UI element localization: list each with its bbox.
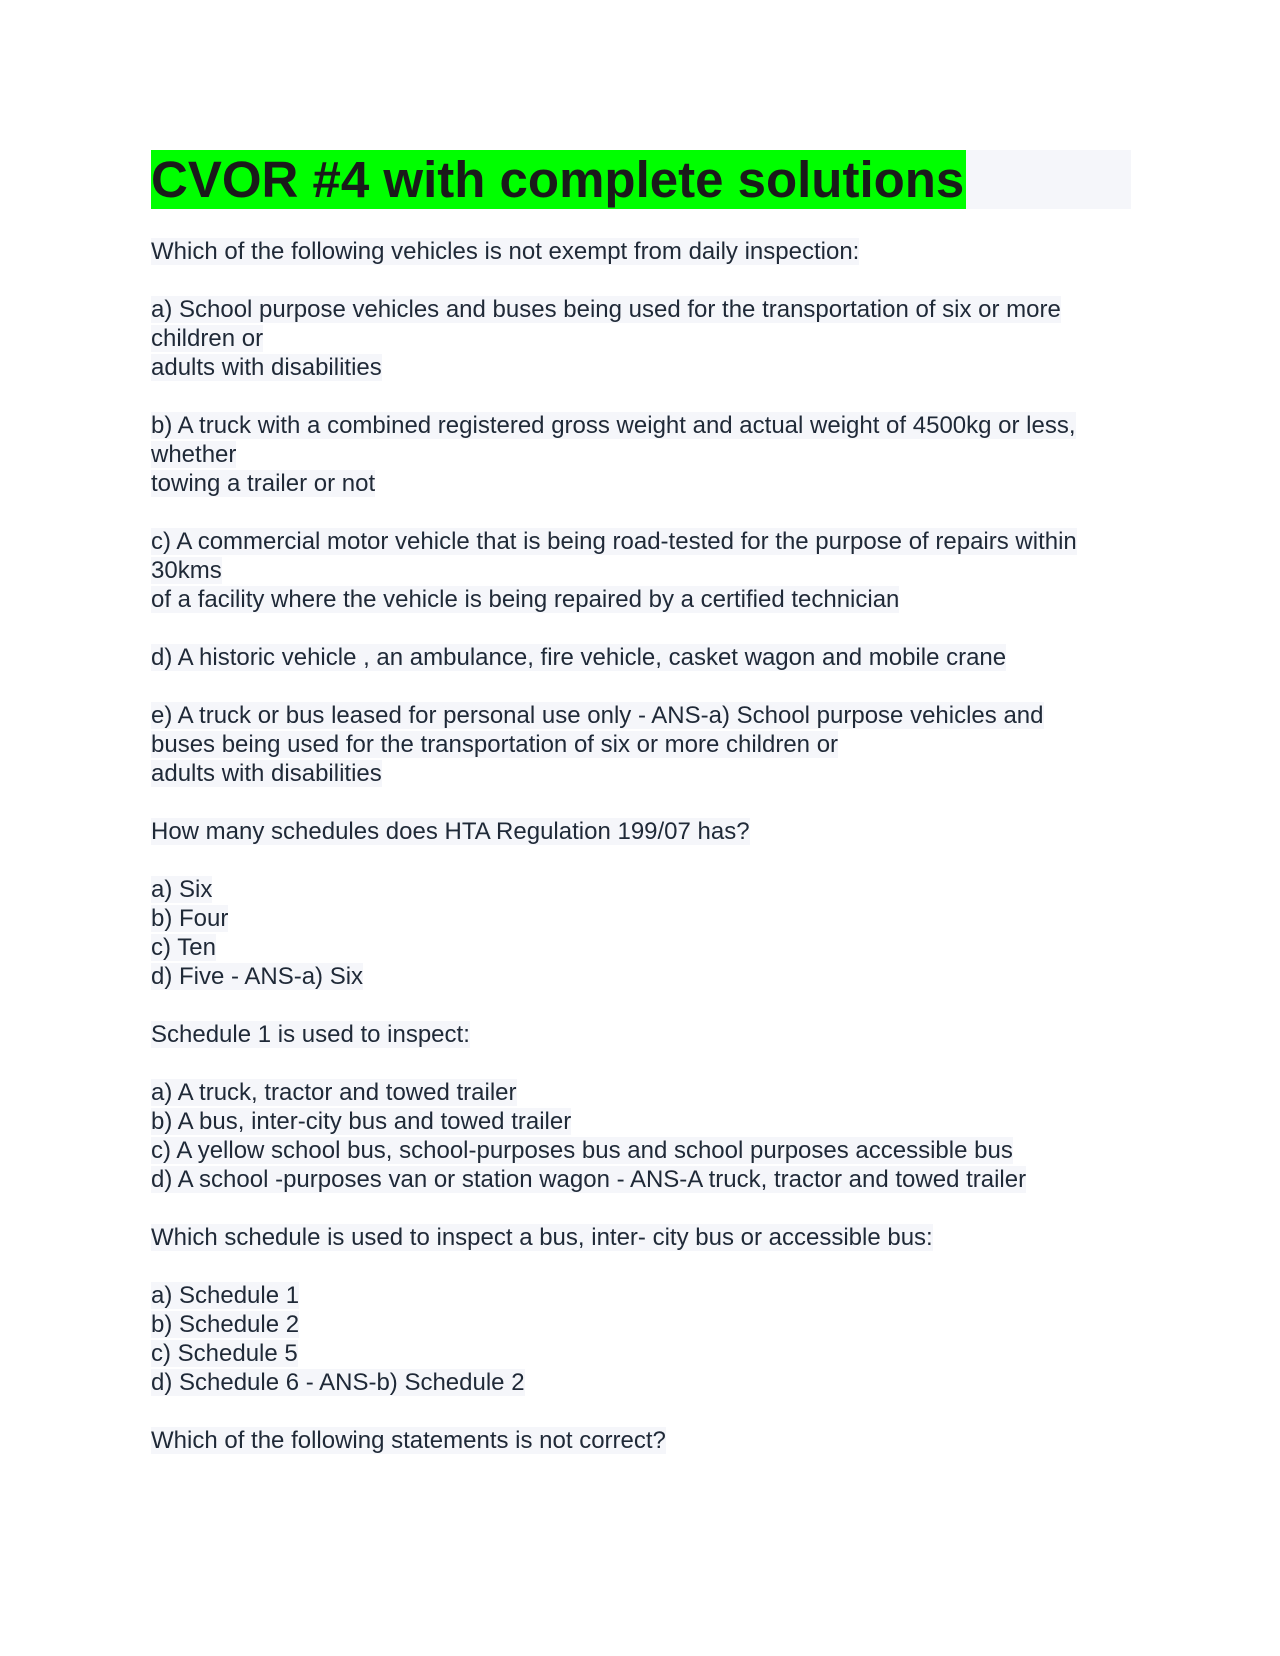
text-line — [151, 324, 1131, 353]
blank-line — [151, 1049, 1131, 1078]
blank-line — [151, 672, 1131, 701]
blank-line — [151, 1194, 1131, 1223]
text-line-content: a) School purpose vehicles and buses being used for the transportation of six or more — [151, 296, 1061, 323]
title-bar — [151, 150, 1131, 209]
text-line-content: children or — [151, 325, 264, 352]
text-line-content: b) Four — [151, 905, 229, 932]
text-line-content: Schedule 1 is used to inspect: — [151, 1021, 470, 1048]
text-line — [151, 1281, 1131, 1310]
text-line-content: Which of the following vehicles is not exempt from daily inspection: — [151, 238, 860, 265]
text-line — [151, 1339, 1131, 1368]
text-line — [151, 1078, 1131, 1107]
text-line-content: Which of the following statements is not correct? — [151, 1427, 666, 1454]
text-line-content: b) A bus, inter-city bus and towed trailer — [151, 1108, 572, 1135]
text-line-content: d) A school -purposes van or station wagon - ANS-A truck, tractor and towed trailer — [151, 1166, 1027, 1193]
text-line-content: How many schedules does HTA Regulation 199/07 has? — [151, 818, 750, 845]
text-line — [151, 440, 1131, 469]
text-line-content: towing a trailer or not — [151, 470, 376, 497]
text-line — [151, 1426, 1131, 1455]
text-line — [151, 295, 1131, 324]
text-line — [151, 585, 1131, 614]
blank-line — [151, 788, 1131, 817]
text-line — [151, 469, 1131, 498]
text-line — [151, 643, 1131, 672]
text-line — [151, 1223, 1131, 1252]
text-line — [151, 904, 1131, 933]
text-line-content: c) A yellow school bus, school-purposes bus and school purposes accessible bus — [151, 1137, 1013, 1164]
text-line-content: Which schedule is used to inspect a bus, inter- city bus or accessible bus: — [151, 1224, 933, 1251]
text-line — [151, 730, 1131, 759]
blank-line — [151, 846, 1131, 875]
document-title: CVOR #4 with complete solutions — [151, 151, 965, 208]
text-line — [151, 962, 1131, 991]
text-line-content: b) Schedule 2 — [151, 1311, 300, 1338]
text-line — [151, 1165, 1131, 1194]
blank-line — [151, 498, 1131, 527]
text-line-content: 30kms — [151, 557, 222, 584]
blank-line — [151, 1397, 1131, 1426]
text-line-content: of a facility where the vehicle is being repaired by a certified technician — [151, 586, 900, 613]
text-line-content: d) Schedule 6 - ANS-b) Schedule 2 — [151, 1369, 525, 1396]
text-line-content: a) A truck, tractor and towed trailer — [151, 1079, 517, 1106]
text-line — [151, 1136, 1131, 1165]
text-line — [151, 411, 1131, 440]
blank-line — [151, 991, 1131, 1020]
text-line — [151, 817, 1131, 846]
text-line-content: c) A commercial motor vehicle that is being road-tested for the purpose of repairs within — [151, 528, 1077, 555]
text-line — [151, 759, 1131, 788]
text-line — [151, 875, 1131, 904]
text-line — [151, 1107, 1131, 1136]
text-line-content: e) A truck or bus leased for personal use only - ANS-a) School purpose vehicles and — [151, 702, 1044, 729]
text-line — [151, 527, 1131, 556]
text-line-content: c) Ten — [151, 934, 216, 961]
text-line — [151, 701, 1131, 730]
text-line-content: adults with disabilities — [151, 760, 382, 787]
blank-line — [151, 382, 1131, 411]
text-line — [151, 933, 1131, 962]
text-line-content: adults with disabilities — [151, 354, 382, 381]
text-line — [151, 353, 1131, 382]
text-line-content: d) A historic vehicle , an ambulance, fire vehicle, casket wagon and mobile crane — [151, 644, 1007, 671]
document-page — [151, 150, 1131, 1455]
text-line — [151, 1020, 1131, 1049]
text-line-content: buses being used for the transportation of six or more children or — [151, 731, 839, 758]
text-line-content: a) Six — [151, 876, 213, 903]
text-line — [151, 237, 1131, 266]
document-body — [151, 237, 1131, 1455]
text-line-content: whether — [151, 441, 237, 468]
blank-line — [151, 1252, 1131, 1281]
text-line — [151, 1368, 1131, 1397]
text-line-content: a) Schedule 1 — [151, 1282, 300, 1309]
text-line — [151, 556, 1131, 585]
text-line — [151, 1310, 1131, 1339]
blank-line — [151, 266, 1131, 295]
text-line-content: c) Schedule 5 — [151, 1340, 298, 1367]
text-line-content: d) Five - ANS-a) Six — [151, 963, 364, 990]
blank-line — [151, 614, 1131, 643]
text-line-content: b) A truck with a combined registered gross weight and actual weight of 4500kg or less, — [151, 412, 1076, 439]
